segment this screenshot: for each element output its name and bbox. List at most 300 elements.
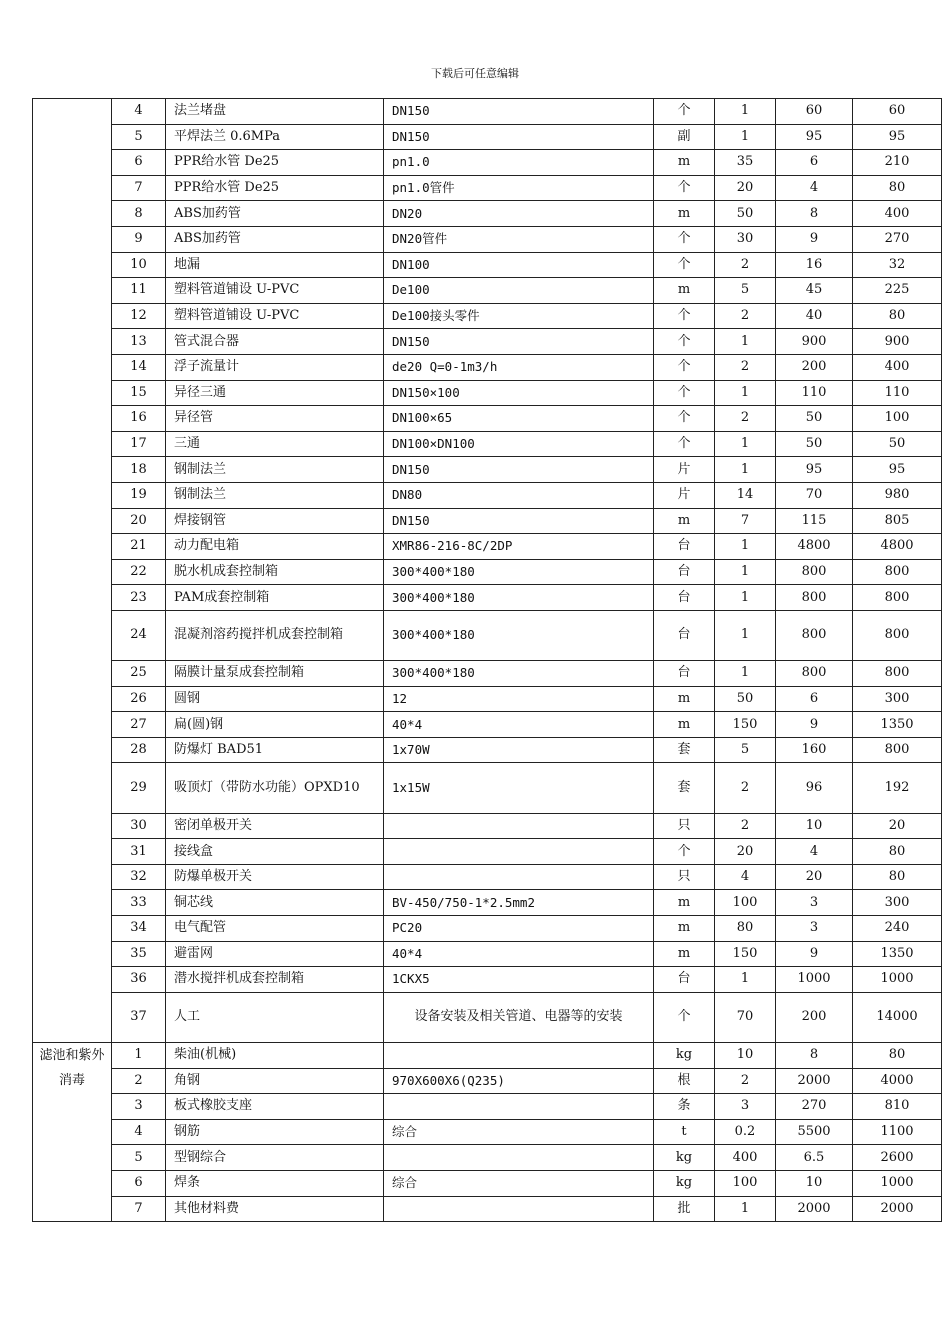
item-number-cell: 30: [112, 813, 166, 839]
item-spec-cell: De100: [384, 278, 654, 304]
table-row: [33, 252, 942, 278]
item-name-cell: ABS加药管: [166, 226, 384, 252]
table-row: [33, 864, 942, 890]
item-spec-cell: DN100×DN100: [384, 431, 654, 457]
item-quantity-cell: 50: [715, 201, 776, 227]
item-number-cell: 36: [112, 967, 166, 993]
table-row: [33, 354, 942, 380]
item-name-cell: PPR给水管 De25: [166, 150, 384, 176]
item-number-cell: 32: [112, 864, 166, 890]
item-total-cell: 80: [853, 839, 942, 865]
item-price-cell: 45: [776, 278, 853, 304]
item-unit-cell: 副: [654, 124, 715, 150]
item-quantity-cell: 3: [715, 1094, 776, 1120]
item-number-cell: 7: [112, 1196, 166, 1222]
item-quantity-cell: 2: [715, 1068, 776, 1094]
item-price-cell: 800: [776, 559, 853, 585]
item-unit-cell: 批: [654, 1196, 715, 1222]
item-spec-cell: 970X600X6(Q235): [384, 1068, 654, 1094]
item-spec-cell: DN100: [384, 252, 654, 278]
item-price-cell: 3: [776, 916, 853, 942]
item-unit-cell: 个: [654, 380, 715, 406]
item-unit-cell: 个: [654, 99, 715, 125]
item-quantity-cell: 4: [715, 864, 776, 890]
item-number-cell: 27: [112, 712, 166, 738]
item-spec-cell: 1x15W: [384, 763, 654, 813]
item-total-cell: 50: [853, 431, 942, 457]
item-spec-cell: pn1.0: [384, 150, 654, 176]
item-total-cell: 1000: [853, 967, 942, 993]
item-unit-cell: 个: [654, 354, 715, 380]
item-spec-cell: DN20: [384, 201, 654, 227]
item-name-cell: 管式混合器: [166, 329, 384, 355]
item-price-cell: 5500: [776, 1119, 853, 1145]
item-number-cell: 11: [112, 278, 166, 304]
item-price-cell: 95: [776, 457, 853, 483]
item-spec-cell: DN20管件: [384, 226, 654, 252]
item-spec-cell: DN150×100: [384, 380, 654, 406]
item-quantity-cell: 100: [715, 890, 776, 916]
item-price-cell: 50: [776, 431, 853, 457]
item-price-cell: 9: [776, 941, 853, 967]
item-spec-cell: DN100×65: [384, 406, 654, 432]
item-unit-cell: 台: [654, 610, 715, 660]
item-number-cell: 33: [112, 890, 166, 916]
item-total-cell: 4800: [853, 534, 942, 560]
item-price-cell: 2000: [776, 1196, 853, 1222]
item-quantity-cell: 150: [715, 712, 776, 738]
item-price-cell: 10: [776, 1170, 853, 1196]
item-unit-cell: m: [654, 712, 715, 738]
item-number-cell: 22: [112, 559, 166, 585]
item-name-cell: 钢制法兰: [166, 457, 384, 483]
item-total-cell: 80: [853, 864, 942, 890]
item-total-cell: 800: [853, 585, 942, 611]
item-price-cell: 16: [776, 252, 853, 278]
item-name-cell: 法兰堵盘: [166, 99, 384, 125]
item-total-cell: 800: [853, 559, 942, 585]
item-name-cell: 焊接钢管: [166, 508, 384, 534]
item-quantity-cell: 100: [715, 1170, 776, 1196]
item-unit-cell: 个: [654, 992, 715, 1042]
item-name-cell: 钢制法兰: [166, 482, 384, 508]
item-name-cell: 混凝剂溶药搅拌机成套控制箱: [166, 610, 384, 660]
item-unit-cell: 个: [654, 303, 715, 329]
item-total-cell: 80: [853, 175, 942, 201]
item-name-cell: 柴油(机械): [166, 1042, 384, 1068]
table-row: [33, 559, 942, 585]
item-spec-cell: [384, 1196, 654, 1222]
item-name-cell: 型钢综合: [166, 1145, 384, 1171]
item-name-cell: 浮子流量计: [166, 354, 384, 380]
item-total-cell: 805: [853, 508, 942, 534]
item-price-cell: 8: [776, 1042, 853, 1068]
item-number-cell: 4: [112, 1119, 166, 1145]
table-row: [33, 585, 942, 611]
table-row: [33, 508, 942, 534]
item-quantity-cell: 5: [715, 737, 776, 763]
item-number-cell: 35: [112, 941, 166, 967]
item-number-cell: 21: [112, 534, 166, 560]
item-total-cell: 400: [853, 201, 942, 227]
item-name-cell: 铜芯线: [166, 890, 384, 916]
item-quantity-cell: 2: [715, 406, 776, 432]
table-row: [33, 610, 942, 660]
table-row: [33, 712, 942, 738]
item-unit-cell: kg: [654, 1042, 715, 1068]
table-row: [33, 150, 942, 176]
item-price-cell: 1000: [776, 967, 853, 993]
item-quantity-cell: 14: [715, 482, 776, 508]
table-row: [33, 686, 942, 712]
item-quantity-cell: 1: [715, 534, 776, 560]
item-quantity-cell: 1: [715, 559, 776, 585]
item-price-cell: 40: [776, 303, 853, 329]
item-unit-cell: 片: [654, 457, 715, 483]
item-price-cell: 3: [776, 890, 853, 916]
item-spec-cell: [384, 1094, 654, 1120]
item-total-cell: 80: [853, 1042, 942, 1068]
item-total-cell: 60: [853, 99, 942, 125]
item-number-cell: 5: [112, 1145, 166, 1171]
item-spec-cell: 12: [384, 686, 654, 712]
item-quantity-cell: 1: [715, 124, 776, 150]
item-number-cell: 14: [112, 354, 166, 380]
item-number-cell: 5: [112, 124, 166, 150]
item-total-cell: 270: [853, 226, 942, 252]
item-spec-cell: pn1.0管件: [384, 175, 654, 201]
item-number-cell: 10: [112, 252, 166, 278]
item-price-cell: 4: [776, 175, 853, 201]
item-unit-cell: 只: [654, 813, 715, 839]
item-unit-cell: 根: [654, 1068, 715, 1094]
item-quantity-cell: 400: [715, 1145, 776, 1171]
item-unit-cell: m: [654, 686, 715, 712]
item-spec-cell: DN150: [384, 99, 654, 125]
item-total-cell: 192: [853, 763, 942, 813]
item-total-cell: 1100: [853, 1119, 942, 1145]
item-name-cell: 异径三通: [166, 380, 384, 406]
item-name-cell: PAM成套控制箱: [166, 585, 384, 611]
item-quantity-cell: 5: [715, 278, 776, 304]
item-name-cell: 电气配管: [166, 916, 384, 942]
item-total-cell: 2600: [853, 1145, 942, 1171]
item-price-cell: 200: [776, 992, 853, 1042]
item-spec-cell: DN150: [384, 329, 654, 355]
item-unit-cell: t: [654, 1119, 715, 1145]
item-quantity-cell: 1: [715, 967, 776, 993]
item-price-cell: 6: [776, 686, 853, 712]
item-quantity-cell: 1: [715, 585, 776, 611]
item-price-cell: 800: [776, 661, 853, 687]
item-price-cell: 6.5: [776, 1145, 853, 1171]
item-number-cell: 16: [112, 406, 166, 432]
table-row: [33, 1094, 942, 1120]
item-quantity-cell: 35: [715, 150, 776, 176]
table-row: [33, 534, 942, 560]
item-price-cell: 160: [776, 737, 853, 763]
item-spec-cell: 1x70W: [384, 737, 654, 763]
table-row: [33, 406, 942, 432]
item-unit-cell: m: [654, 916, 715, 942]
item-quantity-cell: 7: [715, 508, 776, 534]
item-number-cell: 12: [112, 303, 166, 329]
item-spec-cell: 300*400*180: [384, 661, 654, 687]
item-number-cell: 7: [112, 175, 166, 201]
section-name-cell: [33, 99, 112, 1043]
item-total-cell: 800: [853, 661, 942, 687]
item-name-cell: 平焊法兰 0.6MPa: [166, 124, 384, 150]
item-total-cell: 95: [853, 457, 942, 483]
table-row: [33, 967, 942, 993]
table-row: [33, 1170, 942, 1196]
item-number-cell: 6: [112, 150, 166, 176]
item-number-cell: 34: [112, 916, 166, 942]
item-number-cell: 28: [112, 737, 166, 763]
item-total-cell: 300: [853, 890, 942, 916]
item-name-cell: 地漏: [166, 252, 384, 278]
item-unit-cell: 只: [654, 864, 715, 890]
item-unit-cell: m: [654, 890, 715, 916]
item-price-cell: 115: [776, 508, 853, 534]
item-number-cell: 1: [112, 1042, 166, 1068]
item-number-cell: 24: [112, 610, 166, 660]
table-row: [33, 329, 942, 355]
item-total-cell: 32: [853, 252, 942, 278]
item-spec-cell: 300*400*180: [384, 610, 654, 660]
item-spec-cell: [384, 813, 654, 839]
item-price-cell: 50: [776, 406, 853, 432]
item-name-cell: 异径管: [166, 406, 384, 432]
item-price-cell: 4800: [776, 534, 853, 560]
item-quantity-cell: 1: [715, 99, 776, 125]
item-name-cell: 隔膜计量泵成套控制箱: [166, 661, 384, 687]
item-number-cell: 26: [112, 686, 166, 712]
item-total-cell: 2000: [853, 1196, 942, 1222]
item-spec-cell: 40*4: [384, 712, 654, 738]
item-unit-cell: 台: [654, 534, 715, 560]
table-row: [33, 1068, 942, 1094]
item-quantity-cell: 20: [715, 839, 776, 865]
item-quantity-cell: 20: [715, 175, 776, 201]
item-price-cell: 800: [776, 610, 853, 660]
item-quantity-cell: 30: [715, 226, 776, 252]
item-name-cell: 防爆单极开关: [166, 864, 384, 890]
item-price-cell: 200: [776, 354, 853, 380]
item-spec-cell: 综合: [384, 1119, 654, 1145]
item-name-cell: 板式橡胶支座: [166, 1094, 384, 1120]
item-number-cell: 13: [112, 329, 166, 355]
item-price-cell: 10: [776, 813, 853, 839]
item-price-cell: 110: [776, 380, 853, 406]
item-unit-cell: 片: [654, 482, 715, 508]
table-row: [33, 1042, 942, 1068]
item-unit-cell: m: [654, 278, 715, 304]
item-quantity-cell: 2: [715, 303, 776, 329]
item-quantity-cell: 0.2: [715, 1119, 776, 1145]
item-number-cell: 17: [112, 431, 166, 457]
item-name-cell: 密闭单极开关: [166, 813, 384, 839]
item-name-cell: 接线盒: [166, 839, 384, 865]
item-name-cell: 圆钢: [166, 686, 384, 712]
item-spec-cell: 300*400*180: [384, 585, 654, 611]
item-name-cell: PPR给水管 De25: [166, 175, 384, 201]
item-spec-cell: [384, 1145, 654, 1171]
item-unit-cell: 个: [654, 431, 715, 457]
item-price-cell: 95: [776, 124, 853, 150]
item-spec-cell: 1CKX5: [384, 967, 654, 993]
item-spec-cell: 设备安装及相关管道、电器等的安装: [384, 992, 654, 1042]
item-quantity-cell: 1: [715, 661, 776, 687]
item-unit-cell: m: [654, 201, 715, 227]
item-quantity-cell: 2: [715, 252, 776, 278]
item-unit-cell: 个: [654, 252, 715, 278]
item-total-cell: 110: [853, 380, 942, 406]
section-name-cell: 滤池和紫外消毒: [33, 1042, 112, 1221]
item-unit-cell: 个: [654, 839, 715, 865]
item-spec-cell: DN80: [384, 482, 654, 508]
table-row: [33, 99, 942, 125]
table-row: [33, 380, 942, 406]
table-row: [33, 201, 942, 227]
item-name-cell: ABS加药管: [166, 201, 384, 227]
table-row: [33, 1119, 942, 1145]
item-price-cell: 9: [776, 712, 853, 738]
item-unit-cell: 个: [654, 175, 715, 201]
table-body: [33, 99, 942, 1222]
item-total-cell: 1350: [853, 712, 942, 738]
item-unit-cell: kg: [654, 1170, 715, 1196]
item-unit-cell: kg: [654, 1145, 715, 1171]
item-number-cell: 18: [112, 457, 166, 483]
item-unit-cell: m: [654, 508, 715, 534]
item-name-cell: 塑料管道铺设 U-PVC: [166, 303, 384, 329]
item-number-cell: 9: [112, 226, 166, 252]
item-quantity-cell: 2: [715, 813, 776, 839]
item-unit-cell: 个: [654, 226, 715, 252]
item-name-cell: 焊条: [166, 1170, 384, 1196]
item-price-cell: 800: [776, 585, 853, 611]
item-spec-cell: BV-450/750-1*2.5mm2: [384, 890, 654, 916]
item-spec-cell: DN150: [384, 508, 654, 534]
table-row: [33, 737, 942, 763]
item-name-cell: 动力配电箱: [166, 534, 384, 560]
table-row: [33, 303, 942, 329]
item-name-cell: 三通: [166, 431, 384, 457]
item-price-cell: 270: [776, 1094, 853, 1120]
item-spec-cell: [384, 864, 654, 890]
item-total-cell: 20: [853, 813, 942, 839]
item-spec-cell: DN150: [384, 124, 654, 150]
table-row: [33, 813, 942, 839]
item-price-cell: 9: [776, 226, 853, 252]
item-number-cell: 37: [112, 992, 166, 1042]
item-price-cell: 8: [776, 201, 853, 227]
item-price-cell: 6: [776, 150, 853, 176]
item-total-cell: 400: [853, 354, 942, 380]
item-spec-cell: 综合: [384, 1170, 654, 1196]
item-number-cell: 8: [112, 201, 166, 227]
item-price-cell: 2000: [776, 1068, 853, 1094]
item-total-cell: 100: [853, 406, 942, 432]
item-spec-cell: De100接头零件: [384, 303, 654, 329]
item-name-cell: 人工: [166, 992, 384, 1042]
item-price-cell: 60: [776, 99, 853, 125]
item-quantity-cell: 1: [715, 1196, 776, 1222]
item-number-cell: 3: [112, 1094, 166, 1120]
item-total-cell: 240: [853, 916, 942, 942]
item-price-cell: 70: [776, 482, 853, 508]
table-row: [33, 431, 942, 457]
item-name-cell: 防爆灯 BAD51: [166, 737, 384, 763]
item-number-cell: 4: [112, 99, 166, 125]
item-spec-cell: DN150: [384, 457, 654, 483]
item-number-cell: 29: [112, 763, 166, 813]
table-row: [33, 124, 942, 150]
item-unit-cell: 台: [654, 559, 715, 585]
item-total-cell: 4000: [853, 1068, 942, 1094]
item-quantity-cell: 2: [715, 763, 776, 813]
item-quantity-cell: 1: [715, 380, 776, 406]
item-unit-cell: 台: [654, 585, 715, 611]
item-spec-cell: [384, 839, 654, 865]
item-spec-cell: de20 Q=0-1m3/h: [384, 354, 654, 380]
item-name-cell: 其他材料费: [166, 1196, 384, 1222]
item-total-cell: 810: [853, 1094, 942, 1120]
item-number-cell: 15: [112, 380, 166, 406]
materials-table: [32, 98, 942, 1222]
item-name-cell: 吸顶灯（带防水功能）OPXD10: [166, 763, 384, 813]
table-row: [33, 175, 942, 201]
item-name-cell: 塑料管道铺设 U-PVC: [166, 278, 384, 304]
item-name-cell: 角钢: [166, 1068, 384, 1094]
item-total-cell: 900: [853, 329, 942, 355]
item-name-cell: 潜水搅拌机成套控制箱: [166, 967, 384, 993]
item-total-cell: 1350: [853, 941, 942, 967]
item-spec-cell: PC20: [384, 916, 654, 942]
item-unit-cell: 条: [654, 1094, 715, 1120]
item-total-cell: 210: [853, 150, 942, 176]
item-quantity-cell: 1: [715, 457, 776, 483]
item-total-cell: 80: [853, 303, 942, 329]
item-number-cell: 6: [112, 1170, 166, 1196]
item-name-cell: 脱水机成套控制箱: [166, 559, 384, 585]
item-total-cell: 980: [853, 482, 942, 508]
item-unit-cell: 套: [654, 763, 715, 813]
item-price-cell: 20: [776, 864, 853, 890]
item-spec-cell: 40*4: [384, 941, 654, 967]
item-quantity-cell: 1: [715, 329, 776, 355]
item-spec-cell: [384, 1042, 654, 1068]
item-total-cell: 800: [853, 610, 942, 660]
table-row: [33, 763, 942, 813]
item-quantity-cell: 70: [715, 992, 776, 1042]
table-row: [33, 278, 942, 304]
item-quantity-cell: 50: [715, 686, 776, 712]
item-price-cell: 96: [776, 763, 853, 813]
table-row: [33, 482, 942, 508]
table-row: [33, 916, 942, 942]
item-unit-cell: m: [654, 941, 715, 967]
item-quantity-cell: 150: [715, 941, 776, 967]
table-row: [33, 941, 942, 967]
item-unit-cell: 台: [654, 661, 715, 687]
item-unit-cell: 套: [654, 737, 715, 763]
item-total-cell: 1000: [853, 1170, 942, 1196]
item-quantity-cell: 10: [715, 1042, 776, 1068]
item-unit-cell: m: [654, 150, 715, 176]
item-unit-cell: 个: [654, 329, 715, 355]
